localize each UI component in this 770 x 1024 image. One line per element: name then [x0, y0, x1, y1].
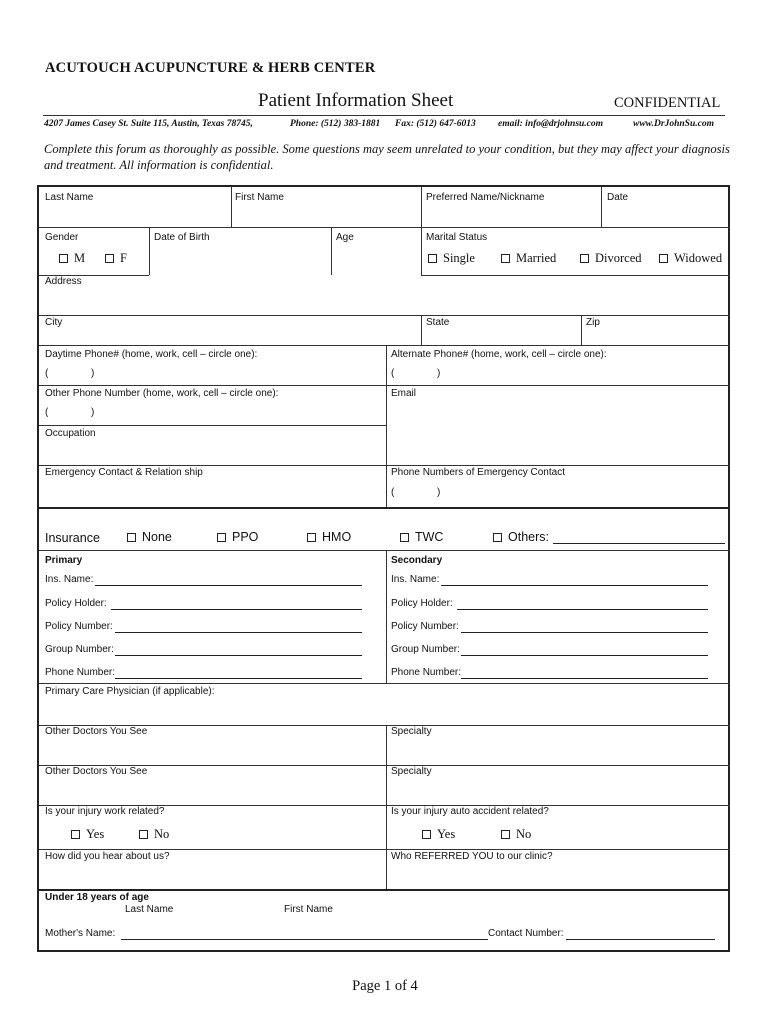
checkbox-icon[interactable]	[422, 830, 431, 839]
minor-last-name-label: Last Name	[125, 904, 174, 915]
gender-m-option[interactable]: M	[59, 251, 85, 266]
emergency-phone-label: Phone Numbers of Emergency Contact	[391, 467, 565, 478]
org-name: ACUTOUCH ACUPUNCTURE & HERB CENTER	[45, 60, 376, 76]
marital-widowed-option[interactable]: Widowed	[659, 251, 722, 266]
secondary-ins-name-line[interactable]	[441, 585, 708, 586]
pcp-label: Primary Care Physician (if applicable):	[45, 686, 215, 697]
nickname-label: Preferred Name/Nickname	[426, 192, 545, 203]
checkbox-icon[interactable]	[659, 254, 668, 263]
checkbox-icon[interactable]	[217, 533, 226, 542]
checkbox-icon[interactable]	[139, 830, 148, 839]
other-doctors-label-1: Other Doctors You See	[45, 726, 148, 737]
gender-label: Gender	[45, 232, 79, 243]
checkbox-icon[interactable]	[71, 830, 80, 839]
checkbox-icon[interactable]	[493, 533, 502, 542]
clinic-phone: Phone: (512) 383-1881	[290, 119, 381, 129]
primary-phone-number-label: Phone Number:	[45, 667, 116, 678]
insurance-twc-option[interactable]: TWC	[400, 530, 443, 544]
alternate-phone-close: )	[437, 368, 441, 379]
primary-policy-number-label: Policy Number:	[45, 621, 113, 632]
patient-form	[37, 185, 730, 952]
insurance-hmo-option[interactable]: HMO	[307, 530, 351, 544]
alternate-phone-label: Alternate Phone# (home, work, cell – circle one):	[391, 349, 607, 360]
page-title: Patient Information Sheet	[258, 90, 454, 111]
secondary-policy-number-line[interactable]	[461, 632, 708, 633]
primary-phone-number-line[interactable]	[115, 678, 362, 679]
state-label: State	[426, 317, 450, 328]
gender-f-option[interactable]: F	[105, 251, 127, 266]
city-label: City	[45, 317, 63, 328]
clinic-email: email: info@drjohnsu.com	[498, 119, 604, 129]
secondary-phone-number-line[interactable]	[461, 678, 708, 679]
primary-group-number-line[interactable]	[115, 655, 362, 656]
address-label: Address	[45, 276, 82, 287]
emergency-phone-close: )	[437, 487, 441, 498]
mothers-name-line[interactable]	[121, 939, 488, 940]
secondary-ins-name-label: Ins. Name:	[391, 574, 440, 585]
date-label: Date	[607, 192, 629, 203]
mothers-name-label: Mother's Name:	[45, 928, 116, 939]
checkbox-icon[interactable]	[59, 254, 68, 263]
primary-insurance-heading: Primary	[45, 555, 83, 566]
email-label: Email	[391, 388, 417, 399]
auto-related-label: Is your injury auto accident related?	[391, 806, 549, 817]
hear-about-label: How did you hear about us?	[45, 851, 170, 862]
marital-divorced-option[interactable]: Divorced	[580, 251, 642, 266]
secondary-group-number-line[interactable]	[461, 655, 708, 656]
secondary-policy-holder-label: Policy Holder:	[391, 598, 453, 609]
daytime-phone-open: (	[45, 368, 49, 379]
header-divider	[43, 115, 725, 116]
contact-number-label: Contact Number:	[488, 928, 564, 939]
checkbox-icon[interactable]	[428, 254, 437, 263]
checkbox-icon[interactable]	[105, 254, 114, 263]
primary-policy-holder-line[interactable]	[111, 609, 362, 610]
contact-number-line[interactable]	[566, 939, 715, 940]
primary-ins-name-label: Ins. Name:	[45, 574, 94, 585]
specialty-label-2: Specialty	[391, 766, 432, 777]
zip-label: Zip	[586, 317, 600, 328]
clinic-address: 4207 James Casey St. Suite 115, Austin, Texas 78745,	[44, 119, 253, 129]
other-phone-label: Other Phone Number (home, work, cell – circle one):	[45, 388, 279, 399]
secondary-insurance-heading: Secondary	[391, 555, 443, 566]
auto-related-yes-option[interactable]: Yes	[422, 827, 455, 842]
clinic-website: www.DrJohnSu.com	[633, 119, 714, 129]
dob-label: Date of Birth	[154, 232, 210, 243]
daytime-phone-close: )	[91, 368, 95, 379]
checkbox-icon[interactable]	[400, 533, 409, 542]
secondary-phone-number-label: Phone Number:	[391, 667, 462, 678]
auto-related-no-option[interactable]: No	[501, 827, 531, 842]
secondary-group-number-label: Group Number:	[391, 644, 460, 655]
minor-heading: Under 18 years of age	[45, 892, 149, 903]
emergency-phone-open: (	[391, 487, 395, 498]
other-phone-close: )	[91, 407, 95, 418]
marital-married-option[interactable]: Married	[501, 251, 556, 266]
age-label: Age	[336, 232, 354, 243]
primary-policy-number-line[interactable]	[115, 632, 362, 633]
checkbox-icon[interactable]	[580, 254, 589, 263]
referred-label: Who REFERRED YOU to our clinic?	[391, 851, 553, 862]
checkbox-icon[interactable]	[307, 533, 316, 542]
insurance-others-line[interactable]	[553, 543, 725, 544]
confidential-label: CONFIDENTIAL	[614, 95, 721, 111]
intro-text: Complete this forum as thoroughly as possible. Some questions may seem unrelated to your condition, but they may affect your diagnosis and treatment. All information is confidential.	[44, 142, 730, 172]
marital-status-label: Marital Status	[426, 232, 488, 243]
alternate-phone-open: (	[391, 368, 395, 379]
specialty-label-1: Specialty	[391, 726, 432, 737]
page-number: Page 1 of 4	[352, 978, 418, 994]
emergency-contact-label: Emergency Contact & Relation ship	[45, 467, 203, 478]
last-name-label: Last Name	[45, 192, 94, 203]
checkbox-icon[interactable]	[501, 830, 510, 839]
daytime-phone-label: Daytime Phone# (home, work, cell – circle one):	[45, 349, 258, 360]
checkbox-icon[interactable]	[127, 533, 136, 542]
primary-policy-holder-label: Policy Holder:	[45, 598, 107, 609]
marital-single-option[interactable]: Single	[428, 251, 475, 266]
secondary-policy-holder-line[interactable]	[457, 609, 708, 610]
work-related-yes-option[interactable]: Yes	[71, 827, 104, 842]
primary-ins-name-line[interactable]	[95, 585, 362, 586]
other-doctors-label-2: Other Doctors You See	[45, 766, 148, 777]
occupation-label: Occupation	[45, 428, 96, 439]
insurance-label: Insurance	[45, 531, 100, 545]
insurance-others-option[interactable]: Others:	[493, 530, 549, 544]
work-related-no-option[interactable]: No	[139, 827, 169, 842]
insurance-ppo-option[interactable]: PPO	[217, 530, 258, 544]
secondary-policy-number-label: Policy Number:	[391, 621, 459, 632]
other-phone-open: (	[45, 407, 49, 418]
first-name-label: First Name	[235, 192, 284, 203]
clinic-fax: Fax: (512) 647-6013	[395, 119, 476, 129]
work-related-label: Is your injury work related?	[45, 806, 165, 817]
checkbox-icon[interactable]	[501, 254, 510, 263]
minor-first-name-label: First Name	[284, 904, 333, 915]
insurance-none-option[interactable]: None	[127, 530, 172, 544]
primary-group-number-label: Group Number:	[45, 644, 114, 655]
